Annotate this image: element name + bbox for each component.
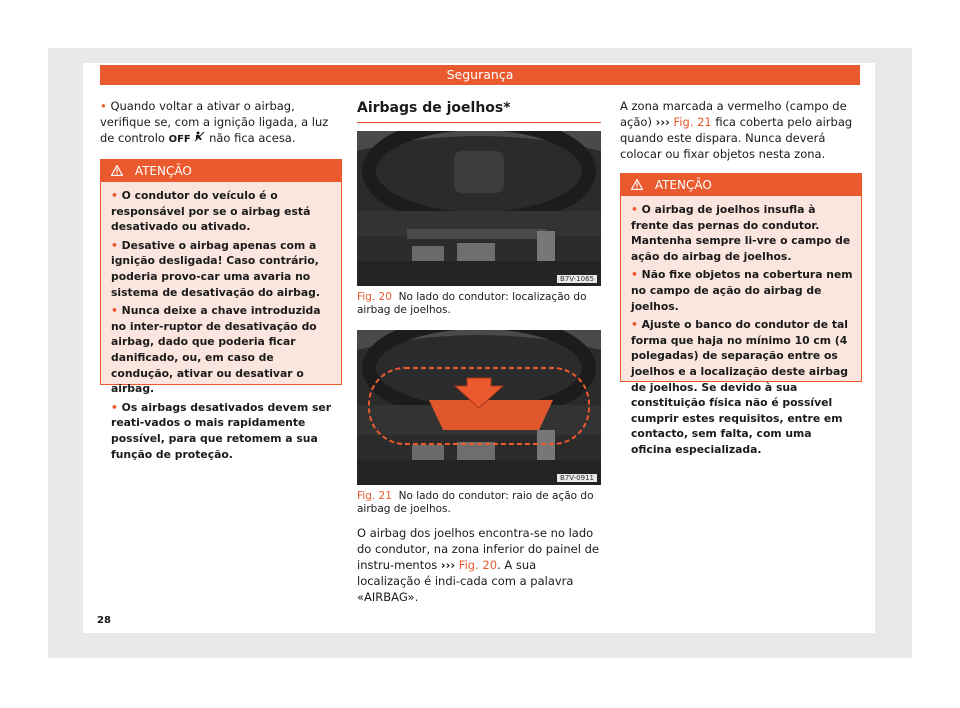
figure-reference-link[interactable]: Fig. 20 [458,558,498,572]
airbag-off-icon [194,131,209,145]
bullet: • [100,99,107,113]
figure-reference-link[interactable]: Fig. 21 [673,115,712,129]
warning-item: • Nunca deixe a chave introduzida no inter-ruptor de desativação do airbag, dado que poderia ficar danificado, ou, em caso de condução, ativar ou desativar o airbag. [111,304,321,396]
figure-caption [357,291,601,317]
page-number: 28 [97,615,111,626]
warning-title: ATENÇÃO [134,164,192,178]
warning-item: • Os airbags desativados devem ser reati-vados o mais rapidamente possível, para que retomem a sua função de proteção. [111,400,332,461]
figure-code: B7V-1065 [557,275,597,283]
warning-triangle-icon [111,164,127,178]
figure-code: B7V-0911 [557,474,597,482]
figure-caption [357,490,601,516]
warning-item: • Desative o airbag apenas com a ignição desligada! Caso contrário, poderia provo-car uma avaria no sistema de desativação do airbag. [111,238,321,299]
warning-item: • O airbag de joelhos insufla à frente das pernas do condutor. Mantenha sempre li-vre o campo de ação do airbag de joelhos. [631,203,851,263]
warning-box-left [100,159,342,461]
warning-title: ATENÇÃO [654,178,712,192]
intro-text-after: não fica acesa. [209,131,296,145]
warning-header [621,174,861,196]
figure-label: Fig. 20 [357,291,392,303]
figure-knee-airbag-action-zone [357,330,601,485]
reference-arrow: ››› [655,115,670,129]
reference-arrow: ››› [440,558,456,572]
warning-header [101,160,341,182]
intro-text-before: Quando voltar a ativar o airbag, verifique se, com a ignição ligada, a luz de controlo [100,99,329,145]
figure-caption-text: No lado do condutor: raio de ação do airbag de joelhos. [357,490,594,515]
section-title: Airbags de joelhos* [357,100,601,123]
knee-airbag-paragraph: O airbag dos joelhos encontra-se no lado do condutor, na zona inferior do painel de instru-mentos ››› Fig. 20. A sua localização é indi-cada com a palavra «AIRBAG». [357,526,599,604]
figure-knee-airbag-location [357,131,601,286]
intro-paragraph [100,98,340,148]
action-zone-paragraph: A zona marcada a vermelho (campo de ação) ››› Fig. 21 fica coberta pelo airbag quando este dispara. Nunca deverá colocar ou fixar objetos nesta zona. [620,99,853,161]
header-title: Segurança [446,67,514,82]
warning-item: • Não fixe objetos na cobertura nem no campo de ação do airbag de joelhos. [631,268,853,313]
warning-item: • O condutor do veículo é o responsável por se o airbag está desativado ou ativado. [111,189,311,234]
warning-triangle-icon [631,178,647,192]
figure-caption-text: No lado do condutor: localização do airbag de joelhos. [357,291,587,316]
control-light-label: OFF [168,134,191,145]
figure-label: Fig. 21 [357,490,392,502]
warning-box-right [620,173,862,456]
warning-item: • Ajuste o banco do condutor de tal forma que haja no mínimo 10 cm (4 polegadas) de separação entre os joelhos e a localização deste airbag de joelhos. Se devido à sua constituição física não é possível cumprir estes requisitos, entre em contacto, sem falta, com uma oficina especializada. [631,318,848,456]
